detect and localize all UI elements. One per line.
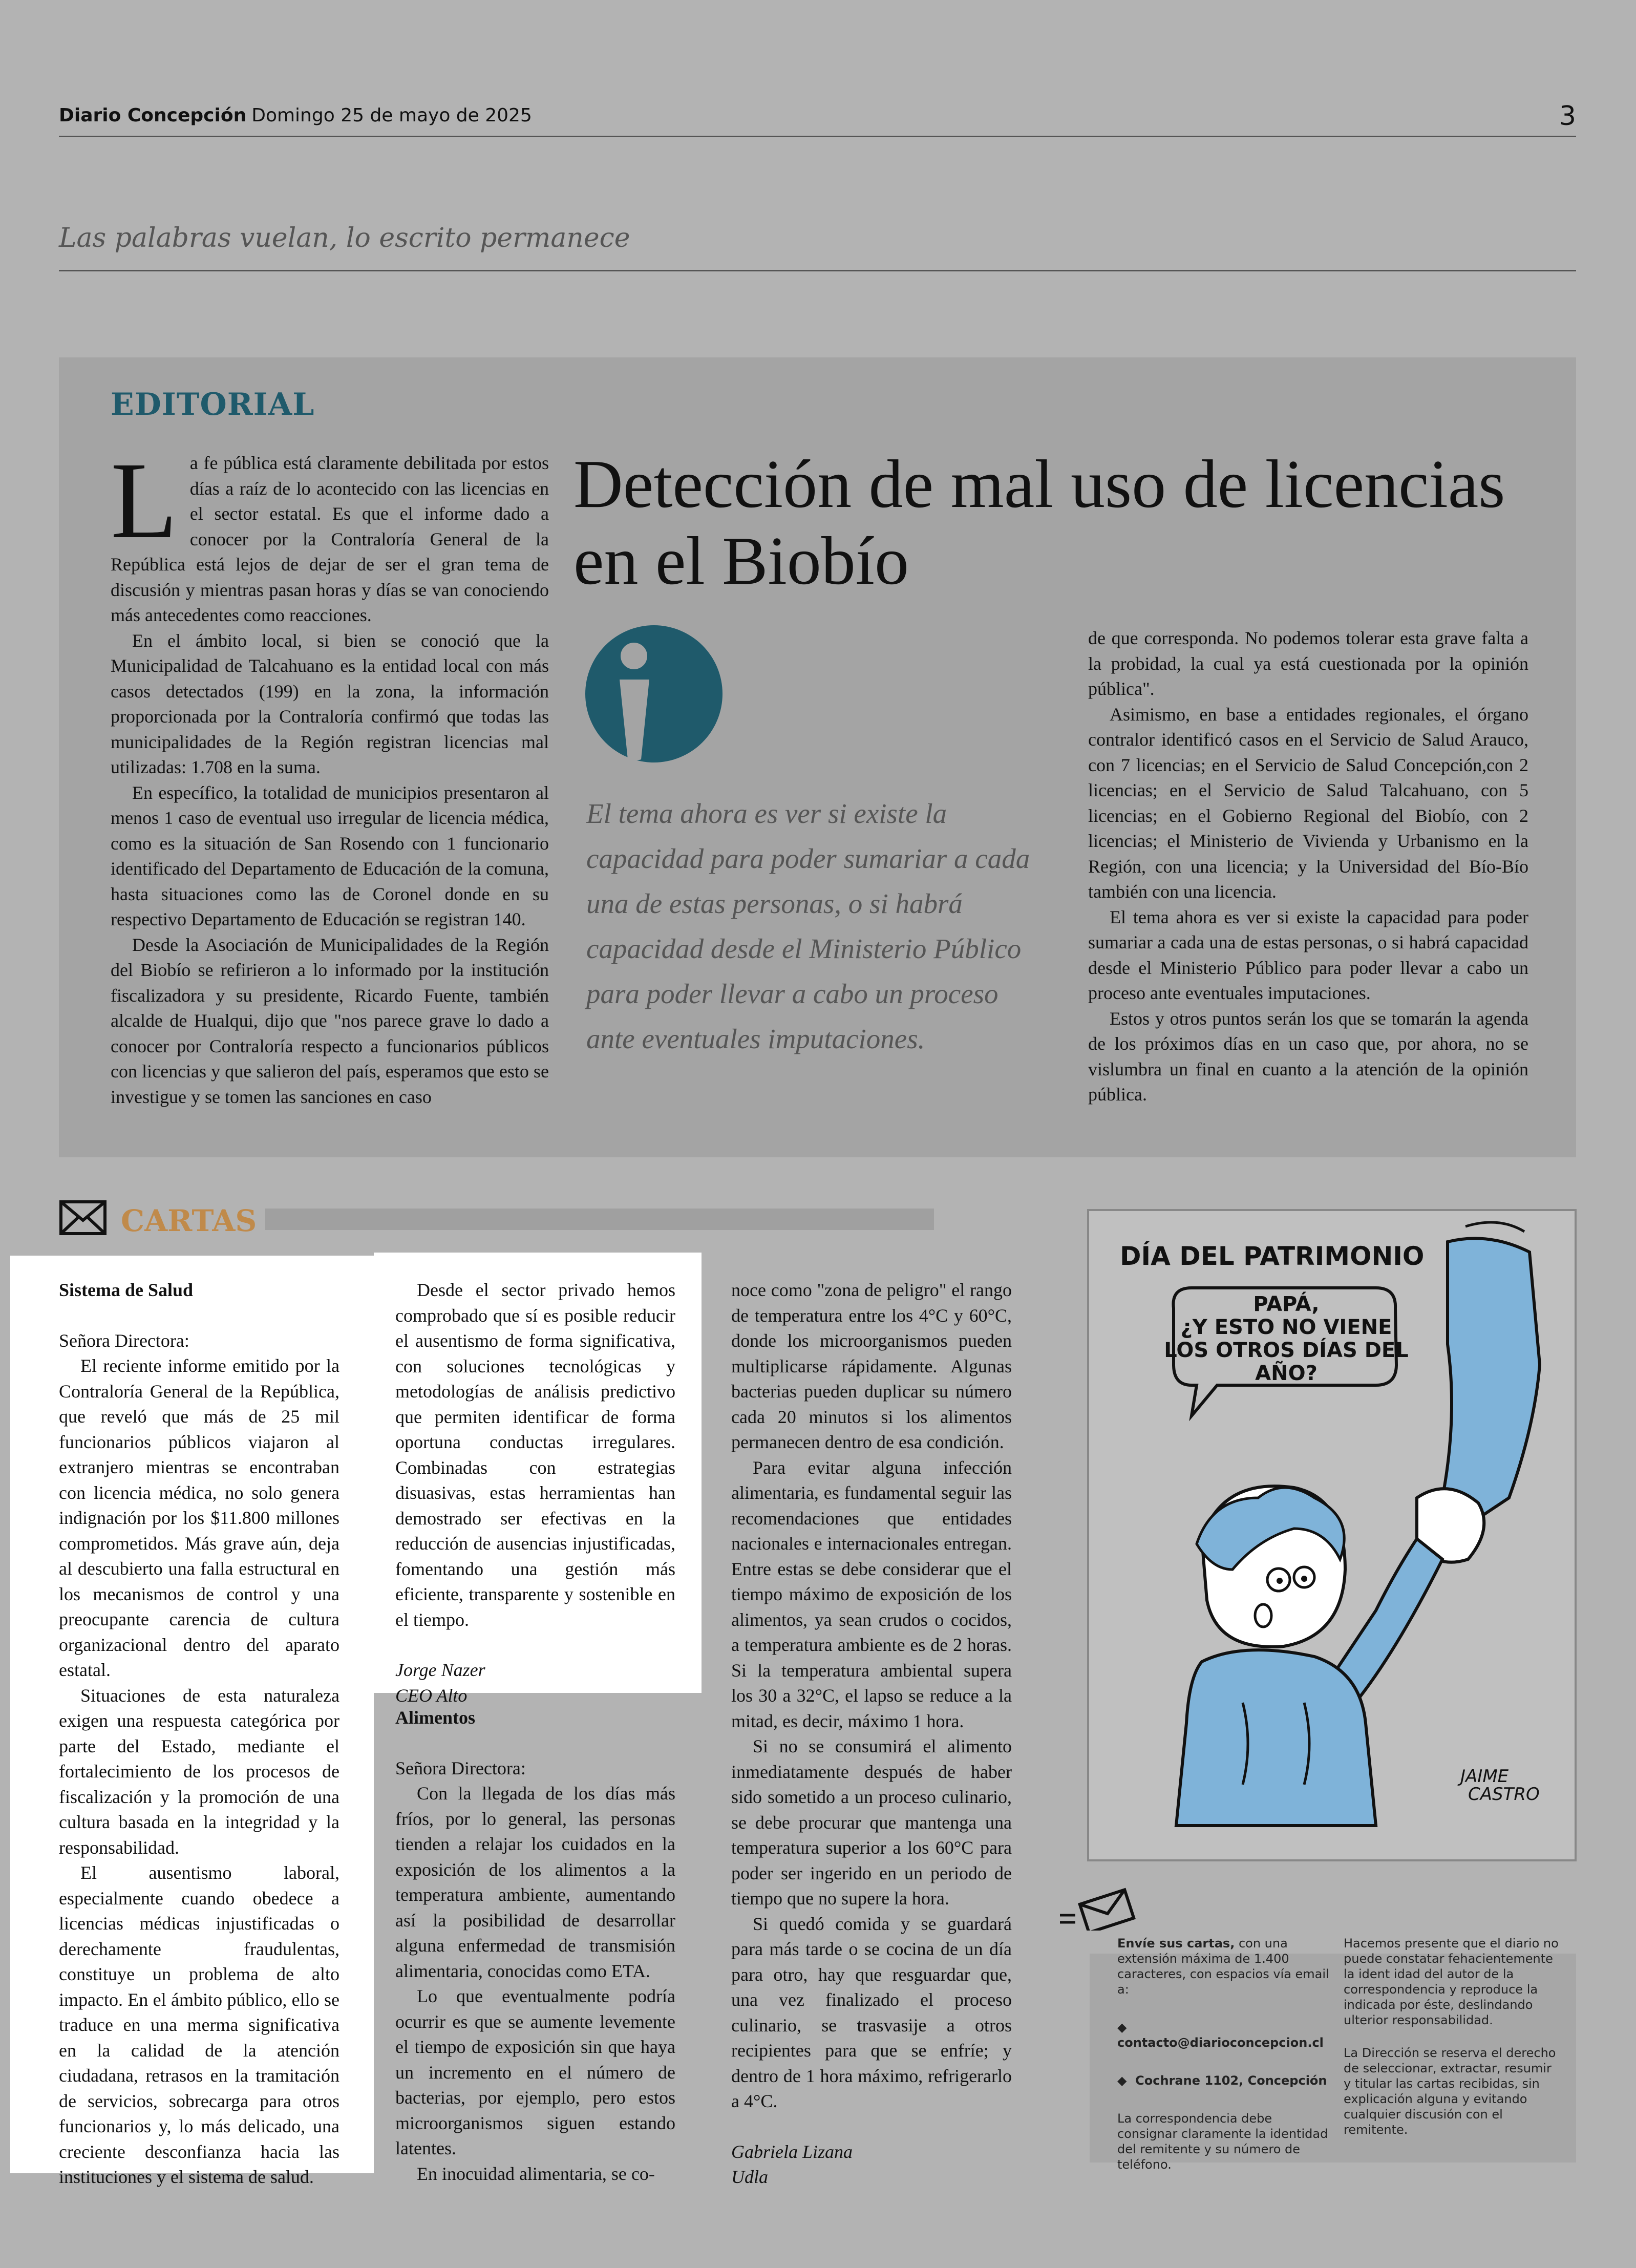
bubble-line: AÑO? [1255,1362,1318,1385]
issue-date: Domingo 25 de mayo de 2025 [251,105,532,126]
info-note: La correspondencia debe consignar claramente la identidad del remitente y su número de teléfono. [1117,2111,1328,2172]
editorial-label: EDITORIAL [111,387,315,422]
letter-title: Sistema de Salud [59,1280,194,1300]
letter-signature-role: CEO Alto [395,1685,468,1706]
letter-paragraph: Si quedó comida y se guardará para más tarde o se cocina de un día para otro, hay que resguardar que, una vez finalizado el proceso culinario, se trasvasije a otros recipientes para que se enfríe; y dentro de 1 hora máximo, refrigerarlo a 4°C. [731,1913,1012,2111]
bubble-line: ¿Y ESTO NO VIENE [1180,1316,1392,1339]
letter-2 [395,1705,675,2187]
letter-signature-name: Gabriela Lizana [731,2141,853,2162]
drop-cap: L [111,440,178,561]
editorial-paragraph: La fe pública está claramente debilitada por estos días a raíz de lo acontecido con las licencias en el sector estatal. Es que el informe dado a conocer por la Contraloría General de la República está lejos de dejar de ser el gran tema de discusión y mientras pasan horas y días se van conociendo más antecedentes como reacciones. [111,440,549,625]
page-header [59,101,1576,137]
cartoon [1087,1209,1577,1861]
letter-title: Alimentos [395,1707,475,1728]
editorial-paragraph: Estos y otros puntos serán los que se tomarán la agenda de los próximos días en un caso que, por ahora, no se vislumbra un final en cuanto a la atención de la opinión pública. [1088,1008,1528,1105]
editorial-paragraph: de que corresponda. No podemos tolerar esta grave falta a la probidad, la cual ya está cuestionada por la opinión pública". [1088,628,1528,699]
letter-salutation: Señora Directora: [395,1757,526,1778]
letter-paragraph: El reciente informe emitido por la Contraloría General de la República, que reveló que más de 25 mil funcionarios públicos viajaron al extranjero mientras se encontraban con licencia médica, no solo genera indignación por los $11.800 millones comprometidos. Más grave aún, deja al descubierto una falla estructural en los mecanismos de control y una preocupante carencia de cultura organizacional dentro del aparato estatal. [59,1355,339,1680]
editorial-paragraph: Asimismo, en base a entidades regionales, el órgano contralor identificó casos en el Servicio de Salud Arauco, con 7 licencias; en el Servicio de Salud Concepción,con 2 licencias; en el Servicio de Salud Talcahuano, con 5 licencias; en el Gobierno Regional del Biobío, con 2 licencias; el Ministerio de Vivienda y Urbanismo en la Región, con una licencia; y la Universidad del Bío-Bío también con una licencia. [1088,704,1528,902]
letter-1-continuation [395,1278,675,1708]
info-email[interactable]: ◆ contacto@diarioconcepcion.cl [1117,2020,1324,2050]
letter-paragraph: Para evitar alguna infección alimentaria, es fundamental seguir las recomendaciones que entidades nacionales e internacionales entregan. Entre estas se debe considerar que el tiempo máximo de exposición de los alimentos, ya sean crudos o cocidos, a temperatura ambiente es de 2 horas. Si la temperatura ambiental supera los 30 a 32°C, el lapso se reduce a la mitad, es decir, máximo 1 hora. [731,1457,1012,1731]
envelope-icon [59,1200,107,1236]
info-disclaimer: La Dirección se reserva el derecho de seleccionar, extractar, resumir y titular las cartas recibidas, sin explicación alguna y evitando cualquier discusión con el remitente. [1344,2046,1556,2137]
info-intro: Envíe sus cartas, con una extensión máxima de 1.400 caracteres, con espacios vía email a: [1117,1936,1329,1997]
editorial-paragraph: En el ámbito local, si bien se conoció que la Municipalidad de Talcahuano es la entidad local con más casos detectados (199) en la zona, la información proporcionada por la Contraloría confirmó que todas las municipalidades de la Región registran licencias mal utilizadas: 1.708 en la suma. [111,630,549,777]
info-address: ◆ Cochrane 1102, Concepción [1117,2073,1327,2088]
letter-paragraph: En inocuidad alimentaria, se co- [417,2163,655,2184]
letters-info-left [1117,1936,1330,2172]
cartoon-drawing [1089,1211,1575,1859]
editorial-info-icon [584,622,725,766]
newspaper-name: Diario Concepción [59,105,247,126]
letter-paragraph: Si no se consumirá el alimento inmediatamente después de haber sido sometido a un proceso culinario, se debe procurar que mantenga una temperatura superior a los 60°C para poder ser ingerido en un periodo de tiempo que no supere la hora. [731,1736,1012,1909]
cartas-rule [265,1209,934,1230]
editorial-paragraph: El tema ahora es ver si existe la capacidad para poder sumariar a cada una de estas personas, o si habrá capacidad desde el Ministerio Público para poder llevar a cabo un proceso ante eventuales imputaciones. [1088,906,1528,1003]
bubble-line: LOS OTROS DÍAS DEL [1164,1339,1409,1362]
cartoonist-signature: CASTRO [1468,1784,1540,1805]
letters-info-right [1344,1936,1559,2137]
cartas-label: CARTAS [121,1203,257,1238]
letter-paragraph: noce como "zona de peligro" el rango de temperatura entre los 4°C y 60°C, donde los microorganismos pueden multiplicarse rápidamente. Algunas bacterias pueden duplicar su número cada 20 minutos si los alimentos permanecen dentro de esa condición. [731,1280,1012,1452]
bubble-line: PAPÁ, [1253,1292,1320,1316]
letter-1 [59,1278,339,2190]
letter-signature-role: Udla [731,2167,768,2187]
editorial-column-1 [111,440,549,1110]
letter-paragraph: Lo que eventualmente podría ocurrir es que se aumente levemente el tiempo de exposición sin que haya un incremento en el número de bacterias, por ejemplo, pero estos microorganismos siguen estando latentes. [395,1986,675,2158]
letter-paragraph: Situaciones de esta naturaleza exigen una respuesta categórica por parte del Estado, mediante el fortalecimiento de los procesos de fiscalización y la promoción de una cultura basada en la integridad y la responsabilidad. [59,1685,339,1858]
cartoon-title: DÍA DEL PATRIMONIO [1120,1241,1425,1271]
letter-paragraph: Con la llegada de los días más fríos, por lo general, las personas tienden a relajar los cuidados en la exposición de los alimentos a la temperatura ambiente, aumentando así la posibilidad de desarrollar alguna enfermedad de transmisión alimentaria, conocidas como ETA. [395,1783,675,1981]
info-disclaimer: Hacemos presente que el diario no puede constatar fehacientemente la ident idad del autor de la correspondencia y reproduce la indicada por éste, deslindando ulterior responsabilidad. [1344,1936,1559,2027]
letter-salutation: Señora Directora: [59,1330,189,1351]
letter-paragraph: El ausentismo laboral, especialmente cuando obedece a licencias médicas injustificadas o derechamente fraudulentas, constituye un problema de alto impacto. En el ámbito público, ello se traduce en una merma significativa en la calidad de la atención ciudadana, retrasos en la tramitación de servicios, sobrecarga para otros funcionarios y, lo más delicado, una creciente desconfianza hacia las instituciones y el sistema de salud. [59,1862,339,2187]
pull-quote: El tema ahora es ver si existe la capacidad para poder sumariar a cada una de estas personas, o si habrá capacidad desde el Ministerio Público para poder llevar a cabo un proceso ante eventuales imputaciones. [586,798,1030,1054]
letter-2-continuation [731,1278,1012,2190]
cartoonist-signature: JAIME [1460,1766,1509,1787]
editorial-column-3 [1088,626,1528,1108]
letter-signature-name: Jorge Nazer [395,1660,485,1680]
section-motto: Las palabras vuelan, lo escrito permanece [59,223,1576,271]
letter-paragraph: Desde el sector privado hemos comprobado que sí es posible reducir el ausentismo de forma significativa, con soluciones tecnológicas y metodologías de análisis predictivo que permiten identificar de forma oportuna conductas irregulares. Combinadas con estrategias disuasivas, estas herramientas han demostrado ser efectivas en la reducción de ausencias injustificadas, fomentando una gestión más eficiente, transparente y sostenible en el tiempo. [395,1280,675,1630]
page-number: 3 [1559,101,1576,132]
editorial-headline: Detección de mal uso de licencias en el Biobío [573,446,1505,599]
send-letter-icon [1057,1884,1139,1931]
editorial-paragraph: Desde la Asociación de Municipalidades de la Región del Biobío se refirieron a lo informado por la institución fiscalizadora y su presidente, Ricardo Fuente, también alcalde de Hualqui, dijo que "nos parece grave lo dado a conocer por Contraloría respecto a funcionarios públicos con licencias y que salieron del país, esperamos que esto se investigue y se tomen las sanciones en caso [111,934,549,1107]
editorial-paragraph: En específico, la totalidad de municipios presentaron al menos 1 caso de eventual uso irregular de licencia médica, como es la situación de San Rosendo con 1 funcionario identificado del Departamento de Educación de la comuna, hasta situaciones como las de Coronel donde en su respectivo Departamento de Educación se registran 140. [111,782,549,929]
